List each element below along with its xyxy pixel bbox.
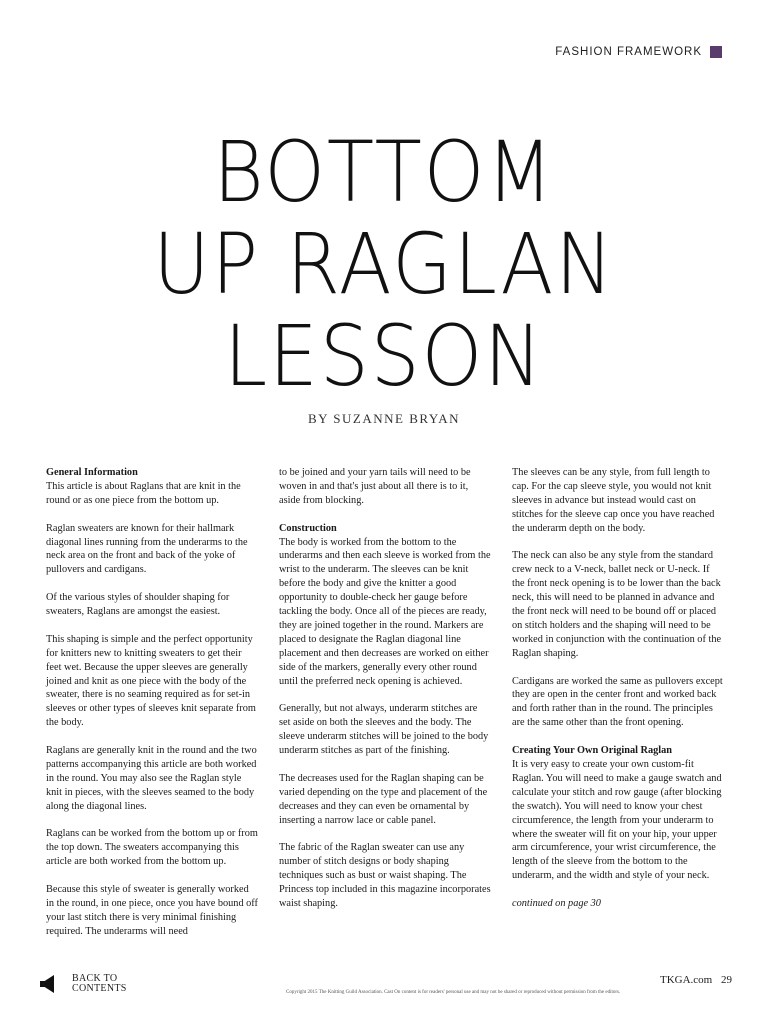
article-title [31,123,738,405]
copyright-notice: Copyright 2015 The Knitting Guild Association. Cast On content is for readers' personal use and may not be shared or reproduced without permission from the editors. [286,990,621,995]
subheading: Construction [279,522,337,534]
paragraph-text: It is very easy to create your own custom-fit Raglan. You will need to make a gauge swatch and calculate your stitch and row gauge (after blocking the swatch). You will need to know your chest circumference, the length from your underarm to where the sweater will fit on your hip, your upper arm circumference, your wrist circumference, the length of the sleeve from the bottom to the underarm, and the width and style of your neck. [512,758,722,882]
title-line-3: LESSON [224,307,544,405]
title-line-2: UP RAGLAN [153,215,615,313]
title-line-1: BOTTOM [213,123,555,221]
paragraph: Because this style of sweater is generally worked in the round, in one piece, once you have bound off your last stitch there is very minimal finishing required. The underarms will need [46,884,258,937]
byline: BY SUZANNE BRYAN [307,411,461,426]
paragraph: Cardigans are worked the same as pullovers except they are open in the center front and worked back and forth rather than in the round. The principles are the same other than the front opening. [512,675,723,729]
paragraph: to be joined and your yarn tails will need to be woven in and that's just about all there is to it, aside from blocking. [279,467,471,506]
paragraph [512,744,724,883]
column-2 [279,466,491,925]
paragraph: This shaping is simple and the perfect opportunity for knitters new to knitting sweaters to get their feet wet. Because the upper sleeves are generally joined and knit as one piece with the body of the sweater, there is no seaming required as for set-in sleeves or other types of sleeves knit separate from the body. [46,633,256,729]
back-label-line-1: BACK TO [72,973,118,984]
paragraph [279,522,491,689]
back-label-line-2: CONTENTS [72,983,127,994]
paragraph: Generally, but not always, underarm stitches are set aside on both the sleeves and the body. The sleeve underarm stitches will be joined to the body underarm stitches as part of the finishing. [279,703,489,757]
column-3 [512,466,724,925]
section-square-icon [710,46,722,58]
paragraph: The decreases used for the Raglan shaping can be varied depending on the type and placement of the decreases and they can even be ornamental by inserting a narrow lace or cable panel. [279,772,488,826]
section-label: FASHION FRAMEWORK [555,46,702,58]
paragraph: Of the various styles of shoulder shaping for sweaters, Raglans are amongst the easiest. [46,592,230,618]
site-link[interactable]: TKGA.com [660,974,713,986]
paragraph: Raglans can be worked from the bottom up or from the top down. The sweaters accompanying this article are both worked from the bottom up. [46,828,258,868]
page-footer [660,974,732,986]
paragraph: The fabric of the Raglan sweater can use any number of stitch designs or body shaping techniques such as bust or waist shaping. The Princess top included in this magazine incorporates waist shaping. [279,842,491,910]
subheading: General Information [46,467,138,478]
paragraph-text: The body is worked from the bottom to the underarms and then each sleeve is worked from the wrist to the underarm. The sleeves can be knit before the body and give the knitter a good opportunity to double-check her gauge before tackling the body. Once all of the pieces are ready, they are joined together in the round. Markers are placed to designate the Raglan diagonal line placement and then decreases are worked on either side of the markers, generally every other round until the preferred neck opening is achieved. [279,536,491,687]
back-to-contents-button[interactable] [40,974,127,994]
continued-link[interactable]: continued on page 30 [512,898,601,910]
column-1 [46,466,258,953]
paragraph: The neck can also be any style from the standard crew neck to a V-neck, ballet neck or U-neck. If the front neck opening is to be lower than the back neck, this will need to be planned in advance and the front neck will need to be bound off or placed on stitch holders and the shaping will need to be worked in conjunction with the continuation of the Raglan shaping. [512,550,722,659]
paragraph: Raglans are generally knit in the round and the two patterns accompanying this article are both worked in the round. You may also see the Raglan style knit in pieces, with the sleeves seamed to the body along the diagonal lines. [46,745,257,812]
back-label [72,974,127,994]
paragraph [46,466,258,508]
back-arrow-icon [40,975,54,993]
paragraph: The sleeves can be any style, from full length to cap. For the cap sleeve style, you would not knit sleeves in advance but instead would cast on stitches for the sleeve cap once you have reached the underarm depth on the body. [512,467,715,534]
paragraph: Raglan sweaters are known for their hallmark diagonal lines running from the underarms to the neck area on the front and back of the yoke of pullovers and cardigans. [46,522,248,576]
section-tag [555,46,722,58]
paragraph-text: This article is about Raglans that are knit in the round or as one piece from the bottom up. [46,480,241,506]
page-number: 29 [721,974,732,986]
subheading: Creating Your Own Original Raglan [512,745,672,757]
